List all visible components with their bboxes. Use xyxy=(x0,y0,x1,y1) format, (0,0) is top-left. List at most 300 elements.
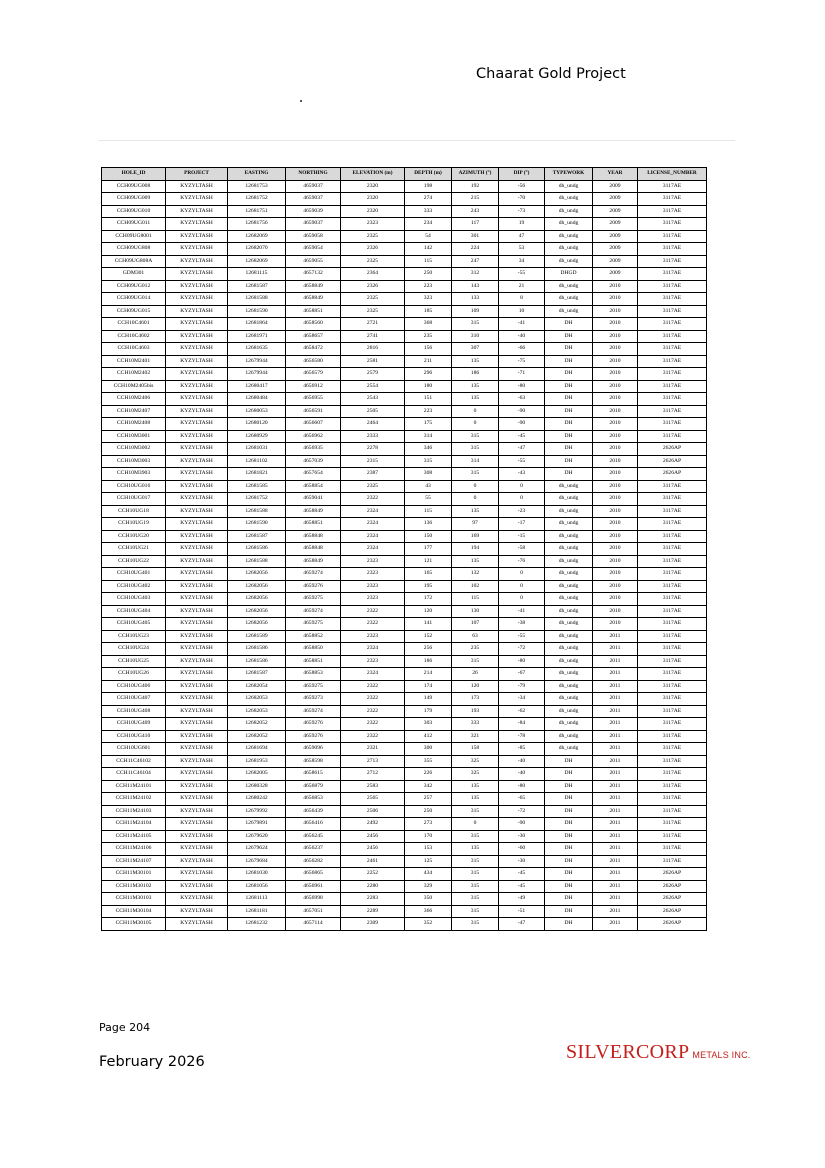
table-cell: 2816 xyxy=(341,343,405,356)
table-cell: CCH10UG410 xyxy=(102,730,166,743)
table-cell: 10 xyxy=(499,305,545,318)
table-cell: dh_undg xyxy=(545,293,593,306)
table-cell: 4658615 xyxy=(286,768,341,781)
table-cell: 2579 xyxy=(341,368,405,381)
table-cell: DH xyxy=(545,793,593,806)
table-cell: 3117AE xyxy=(638,330,707,343)
table-cell: 4659041 xyxy=(286,493,341,506)
table-cell: -78 xyxy=(499,730,545,743)
table-cell: -90 xyxy=(499,418,545,431)
table-cell: 2505 xyxy=(341,405,405,418)
table-cell: KYZYLTASH xyxy=(166,918,228,931)
table-cell: -58 xyxy=(499,543,545,556)
table-cell: 2324 xyxy=(341,668,405,681)
table-cell: 0 xyxy=(452,818,499,831)
table-cell: -30 xyxy=(499,855,545,868)
table-row xyxy=(102,793,707,806)
table-cell: 315 xyxy=(452,655,499,668)
table-cell: 250 xyxy=(405,268,452,281)
table-cell: KYZYLTASH xyxy=(166,180,228,193)
table-cell: 4657132 xyxy=(286,268,341,281)
table-cell: 2010 xyxy=(593,443,638,456)
table-cell: dh_undg xyxy=(545,693,593,706)
table-cell: -55 xyxy=(499,630,545,643)
column-header: LICENSE_NUMBER xyxy=(638,168,707,181)
table-cell: 152 xyxy=(405,630,452,643)
table-cell: 3117AE xyxy=(638,605,707,618)
table-cell: 2011 xyxy=(593,893,638,906)
table-cell: KYZYLTASH xyxy=(166,518,228,531)
table-cell: -80 xyxy=(499,655,545,668)
table-cell: 12682070 xyxy=(228,243,286,256)
table-cell: 346 xyxy=(405,443,452,456)
table-cell: dh_undg xyxy=(545,180,593,193)
table-cell: KYZYLTASH xyxy=(166,630,228,643)
table-cell: 180 xyxy=(405,380,452,393)
table-cell: 4656962 xyxy=(286,430,341,443)
table-cell: DH xyxy=(545,818,593,831)
table-cell: -40 xyxy=(499,330,545,343)
table-cell: CCH09UG014 xyxy=(102,293,166,306)
table-cell: 4656998 xyxy=(286,893,341,906)
table-cell: 4659276 xyxy=(286,730,341,743)
table-cell: 2324 xyxy=(341,543,405,556)
table-row xyxy=(102,843,707,856)
table-cell: 2011 xyxy=(593,755,638,768)
table-cell: 3117AE xyxy=(638,630,707,643)
table-cell: 12681102 xyxy=(228,455,286,468)
logo-subtext: METALS INC. xyxy=(692,1050,751,1060)
table-cell: dh_undg xyxy=(545,193,593,206)
table-cell: 2322 xyxy=(341,605,405,618)
table-cell: 4656912 xyxy=(286,380,341,393)
table-cell: 315 xyxy=(452,905,499,918)
table-cell: 350 xyxy=(405,893,452,906)
table-cell: CCH10UG404 xyxy=(102,605,166,618)
table-cell: KYZYLTASH xyxy=(166,530,228,543)
table-cell: -67 xyxy=(499,668,545,681)
table-cell: 151 xyxy=(405,393,452,406)
table-cell: dh_undg xyxy=(545,680,593,693)
table-cell: 4659055 xyxy=(286,255,341,268)
table-cell: 2324 xyxy=(341,518,405,531)
table-cell: -38 xyxy=(499,618,545,631)
column-header: DEPTH (m) xyxy=(405,168,452,181)
table-row xyxy=(102,180,707,193)
table-cell: 2565 xyxy=(341,793,405,806)
table-cell: 12682053 xyxy=(228,693,286,706)
table-cell: 2323 xyxy=(341,555,405,568)
table-cell: KYZYLTASH xyxy=(166,368,228,381)
table-cell: KYZYLTASH xyxy=(166,755,228,768)
table-cell: 2626AP xyxy=(638,455,707,468)
table-cell: 3117AE xyxy=(638,430,707,443)
table-row xyxy=(102,680,707,693)
table-cell: 4656935 xyxy=(286,443,341,456)
table-cell: 250 xyxy=(405,805,452,818)
table-cell: 12682056 xyxy=(228,568,286,581)
table-cell: KYZYLTASH xyxy=(166,730,228,743)
table-cell: 315 xyxy=(452,918,499,931)
table-cell: 21 xyxy=(499,280,545,293)
table-cell: -41 xyxy=(499,605,545,618)
table-cell: 355 xyxy=(405,755,452,768)
table-cell: CCH09UG011 xyxy=(102,218,166,231)
table-cell: 107 xyxy=(452,618,499,631)
table-cell: CCH09UG009 xyxy=(102,193,166,206)
drillhole-table-container xyxy=(101,167,707,931)
table-cell: dh_undg xyxy=(545,530,593,543)
table-cell: 3117AE xyxy=(638,493,707,506)
table-cell: 312 xyxy=(452,268,499,281)
table-row xyxy=(102,268,707,281)
table-cell: 175 xyxy=(405,418,452,431)
table-cell: 4656961 xyxy=(286,880,341,893)
table-cell: KYZYLTASH xyxy=(166,355,228,368)
table-cell: 2321 xyxy=(341,743,405,756)
table-cell: CCH11M24103 xyxy=(102,805,166,818)
table-cell: 4658657 xyxy=(286,330,341,343)
table-cell: -45 xyxy=(499,430,545,443)
table-cell: 329 xyxy=(405,880,452,893)
table-cell: 315 xyxy=(452,880,499,893)
table-cell: DH xyxy=(545,805,593,818)
table-cell: KYZYLTASH xyxy=(166,605,228,618)
table-cell: -65 xyxy=(499,793,545,806)
table-cell: -85 xyxy=(499,743,545,756)
table-cell: -84 xyxy=(499,718,545,731)
table-cell: KYZYLTASH xyxy=(166,455,228,468)
table-cell: DH xyxy=(545,830,593,843)
table-cell: 174 xyxy=(405,680,452,693)
table-cell: 109 xyxy=(452,305,499,318)
table-cell: CCH09UG015 xyxy=(102,305,166,318)
table-cell: 247 xyxy=(452,255,499,268)
table-cell: 12681587 xyxy=(228,668,286,681)
table-cell: 2712 xyxy=(341,768,405,781)
table-cell: CCH10UG601 xyxy=(102,743,166,756)
table-cell: CCH10UG403 xyxy=(102,593,166,606)
table-cell: CCH10M3002 xyxy=(102,443,166,456)
table-cell: 142 xyxy=(405,243,452,256)
table-cell: 3117AE xyxy=(638,768,707,781)
table-cell: CCH11C46102 xyxy=(102,755,166,768)
table-cell: 4659275 xyxy=(286,680,341,693)
table-cell: CCH11M24101 xyxy=(102,780,166,793)
table-row xyxy=(102,243,707,256)
table-row xyxy=(102,905,707,918)
table-cell: 192 xyxy=(452,180,499,193)
table-cell: 4656591 xyxy=(286,405,341,418)
table-cell: 4659276 xyxy=(286,718,341,731)
table-cell: 4656416 xyxy=(286,818,341,831)
column-header: DIP (°) xyxy=(499,168,545,181)
table-cell: KYZYLTASH xyxy=(166,655,228,668)
table-cell: 3117AE xyxy=(638,793,707,806)
table-cell: DH xyxy=(545,355,593,368)
table-row xyxy=(102,868,707,881)
table-row xyxy=(102,355,707,368)
table-cell: 130 xyxy=(452,605,499,618)
table-cell: KYZYLTASH xyxy=(166,380,228,393)
table-cell: 2315 xyxy=(341,455,405,468)
table-cell: 2626AP xyxy=(638,905,707,918)
table-cell: CCH09UG012 xyxy=(102,280,166,293)
table-cell: 2010 xyxy=(593,480,638,493)
table-cell: 2626AP xyxy=(638,918,707,931)
table-cell: KYZYLTASH xyxy=(166,293,228,306)
table-cell: 3117AE xyxy=(638,693,707,706)
table-cell: 3117AE xyxy=(638,293,707,306)
table-cell: 12681694 xyxy=(228,743,286,756)
table-cell: 2456 xyxy=(341,830,405,843)
table-cell: -55 xyxy=(499,455,545,468)
table-cell: 2309 xyxy=(341,918,405,931)
table-cell: CCH11M30102 xyxy=(102,880,166,893)
table-cell: 214 xyxy=(405,668,452,681)
table-cell: KYZYLTASH xyxy=(166,243,228,256)
table-row xyxy=(102,405,707,418)
table-cell: 4656579 xyxy=(286,368,341,381)
table-row xyxy=(102,805,707,818)
table-cell: 2322 xyxy=(341,680,405,693)
table-cell: 273 xyxy=(405,818,452,831)
table-cell: 12679620 xyxy=(228,830,286,843)
table-cell: 315 xyxy=(452,855,499,868)
table-row xyxy=(102,893,707,906)
table-cell: 12681115 xyxy=(228,268,286,281)
table-cell: 4659274 xyxy=(286,705,341,718)
table-cell: 2011 xyxy=(593,768,638,781)
table-cell: 4659039 xyxy=(286,205,341,218)
table-cell: 3117AE xyxy=(638,393,707,406)
table-cell: KYZYLTASH xyxy=(166,330,228,343)
table-cell: CCH10UG405 xyxy=(102,618,166,631)
table-cell: 2322 xyxy=(341,705,405,718)
table-cell: KYZYLTASH xyxy=(166,318,228,331)
table-cell: KYZYLTASH xyxy=(166,805,228,818)
table-cell: 12681587 xyxy=(228,280,286,293)
table-cell: 4658849 xyxy=(286,505,341,518)
table-cell: dh_undg xyxy=(545,218,593,231)
table-cell: 223 xyxy=(405,405,452,418)
table-cell: 3117AE xyxy=(638,268,707,281)
table-cell: 2325 xyxy=(341,255,405,268)
table-cell: CCH10C4601 xyxy=(102,318,166,331)
footer-date: February 2026 xyxy=(99,1054,205,1070)
table-cell: 2011 xyxy=(593,643,638,656)
table-cell: 4659274 xyxy=(286,605,341,618)
table-cell: GDM301 xyxy=(102,268,166,281)
table-cell: 12681589 xyxy=(228,630,286,643)
table-cell: -56 xyxy=(499,180,545,193)
column-header: AZIMUTH (°) xyxy=(452,168,499,181)
table-row xyxy=(102,880,707,893)
table-cell: -47 xyxy=(499,443,545,456)
table-cell: KYZYLTASH xyxy=(166,205,228,218)
table-cell: KYZYLTASH xyxy=(166,780,228,793)
table-cell: 226 xyxy=(405,768,452,781)
table-row xyxy=(102,480,707,493)
table-cell: CCH10M2407 xyxy=(102,405,166,418)
table-cell: 2322 xyxy=(341,730,405,743)
table-cell: 185 xyxy=(405,305,452,318)
table-row xyxy=(102,343,707,356)
table-row xyxy=(102,505,707,518)
table-cell: 3117AE xyxy=(638,180,707,193)
table-cell: 3117AE xyxy=(638,680,707,693)
table-cell: 2456 xyxy=(341,843,405,856)
table-cell: 12681181 xyxy=(228,905,286,918)
table-cell: 12682069 xyxy=(228,255,286,268)
table-cell: 3117AE xyxy=(638,718,707,731)
table-cell: 12682054 xyxy=(228,680,286,693)
table-cell: 4659275 xyxy=(286,618,341,631)
table-cell: 195 xyxy=(405,580,452,593)
table-cell: 4656245 xyxy=(286,830,341,843)
table-cell: 26 xyxy=(452,668,499,681)
table-cell: KYZYLTASH xyxy=(166,668,228,681)
table-cell: 2320 xyxy=(341,205,405,218)
table-cell: 135 xyxy=(452,355,499,368)
table-cell: 120 xyxy=(405,605,452,618)
table-row xyxy=(102,468,707,481)
table-cell: 2543 xyxy=(341,393,405,406)
table-cell: 4656580 xyxy=(286,355,341,368)
table-cell: dh_undg xyxy=(545,630,593,643)
table-cell: KYZYLTASH xyxy=(166,305,228,318)
table-cell: 4658851 xyxy=(286,518,341,531)
table-cell: 12681586 xyxy=(228,655,286,668)
table-cell: 4656955 xyxy=(286,393,341,406)
table-cell: 135 xyxy=(452,393,499,406)
table-cell: 4658852 xyxy=(286,630,341,643)
table-cell: KYZYLTASH xyxy=(166,268,228,281)
table-cell: 12679992 xyxy=(228,805,286,818)
table-cell: 4656439 xyxy=(286,805,341,818)
table-cell: 2721 xyxy=(341,318,405,331)
table-cell: 2333 xyxy=(341,430,405,443)
table-cell: KYZYLTASH xyxy=(166,705,228,718)
table-cell: CCH10M2402 xyxy=(102,368,166,381)
column-header: ELEVATION (m) xyxy=(341,168,405,181)
table-cell: 12682069 xyxy=(228,230,286,243)
table-cell: CCH10UG407 xyxy=(102,693,166,706)
table-cell: KYZYLTASH xyxy=(166,418,228,431)
table-cell: 325 xyxy=(452,768,499,781)
table-cell: 12681586 xyxy=(228,643,286,656)
table-cell: 3117AE xyxy=(638,643,707,656)
table-cell: 12681587 xyxy=(228,530,286,543)
table-cell: 325 xyxy=(452,755,499,768)
table-cell: 2010 xyxy=(593,405,638,418)
table-cell: 315 xyxy=(452,868,499,881)
table-cell: 12682056 xyxy=(228,593,286,606)
table-cell: 63 xyxy=(452,630,499,643)
table-cell: dh_undg xyxy=(545,618,593,631)
table-cell: dh_undg xyxy=(545,730,593,743)
table-cell: 2324 xyxy=(341,643,405,656)
drillhole-table xyxy=(101,167,707,931)
table-cell: 3117AE xyxy=(638,518,707,531)
table-cell: KYZYLTASH xyxy=(166,830,228,843)
table-cell: CCH10UG18 xyxy=(102,505,166,518)
table-cell: 323 xyxy=(405,293,452,306)
table-cell: 4658851 xyxy=(286,655,341,668)
table-cell: 2322 xyxy=(341,693,405,706)
column-header: HOLE_ID xyxy=(102,168,166,181)
table-cell: 315 xyxy=(452,830,499,843)
table-cell: KYZYLTASH xyxy=(166,693,228,706)
table-cell: KYZYLTASH xyxy=(166,280,228,293)
table-cell: dh_undg xyxy=(545,480,593,493)
table-row xyxy=(102,755,707,768)
table-row xyxy=(102,518,707,531)
table-row xyxy=(102,330,707,343)
table-cell: 3117AE xyxy=(638,255,707,268)
table-cell: -80 xyxy=(499,380,545,393)
table-cell: 2010 xyxy=(593,593,638,606)
table-cell: dh_undg xyxy=(545,243,593,256)
table-cell: 4659037 xyxy=(286,193,341,206)
table-cell: DH xyxy=(545,843,593,856)
table-cell: 2009 xyxy=(593,268,638,281)
table-cell: CCH10M2408 xyxy=(102,418,166,431)
table-cell: 4659058 xyxy=(286,230,341,243)
table-row xyxy=(102,618,707,631)
table-cell: 274 xyxy=(405,193,452,206)
table-row xyxy=(102,780,707,793)
table-cell: dh_undg xyxy=(545,305,593,318)
table-cell: 43 xyxy=(405,480,452,493)
table-cell: 2010 xyxy=(593,568,638,581)
table-cell: -62 xyxy=(499,705,545,718)
table-cell: 2011 xyxy=(593,655,638,668)
table-cell: CCH11M30104 xyxy=(102,905,166,918)
table-cell: 243 xyxy=(452,205,499,218)
table-cell: 2011 xyxy=(593,818,638,831)
table-cell: 2325 xyxy=(341,305,405,318)
table-cell: 2011 xyxy=(593,880,638,893)
table-cell: -51 xyxy=(499,905,545,918)
table-row xyxy=(102,643,707,656)
table-cell: DH xyxy=(545,893,593,906)
table-cell: 2011 xyxy=(593,780,638,793)
table-cell: 4659273 xyxy=(286,693,341,706)
table-row xyxy=(102,393,707,406)
table-cell: 4657654 xyxy=(286,468,341,481)
table-cell: 4657051 xyxy=(286,905,341,918)
table-cell: KYZYLTASH xyxy=(166,893,228,906)
table-cell: KYZYLTASH xyxy=(166,555,228,568)
project-title: Chaarat Gold Project xyxy=(476,66,626,82)
table-cell: -45 xyxy=(499,868,545,881)
table-cell: KYZYLTASH xyxy=(166,818,228,831)
table-cell: CCH10UG409 xyxy=(102,718,166,731)
table-cell: DH xyxy=(545,468,593,481)
table-cell: 115 xyxy=(405,505,452,518)
table-cell: 4658853 xyxy=(286,668,341,681)
table-row xyxy=(102,593,707,606)
table-cell: 2325 xyxy=(341,293,405,306)
table-cell: 169 xyxy=(452,530,499,543)
table-cell: 143 xyxy=(452,280,499,293)
table-cell: KYZYLTASH xyxy=(166,843,228,856)
table-cell: 2010 xyxy=(593,418,638,431)
table-cell: -45 xyxy=(499,880,545,893)
table-cell: DH xyxy=(545,405,593,418)
table-cell: 2325 xyxy=(341,230,405,243)
